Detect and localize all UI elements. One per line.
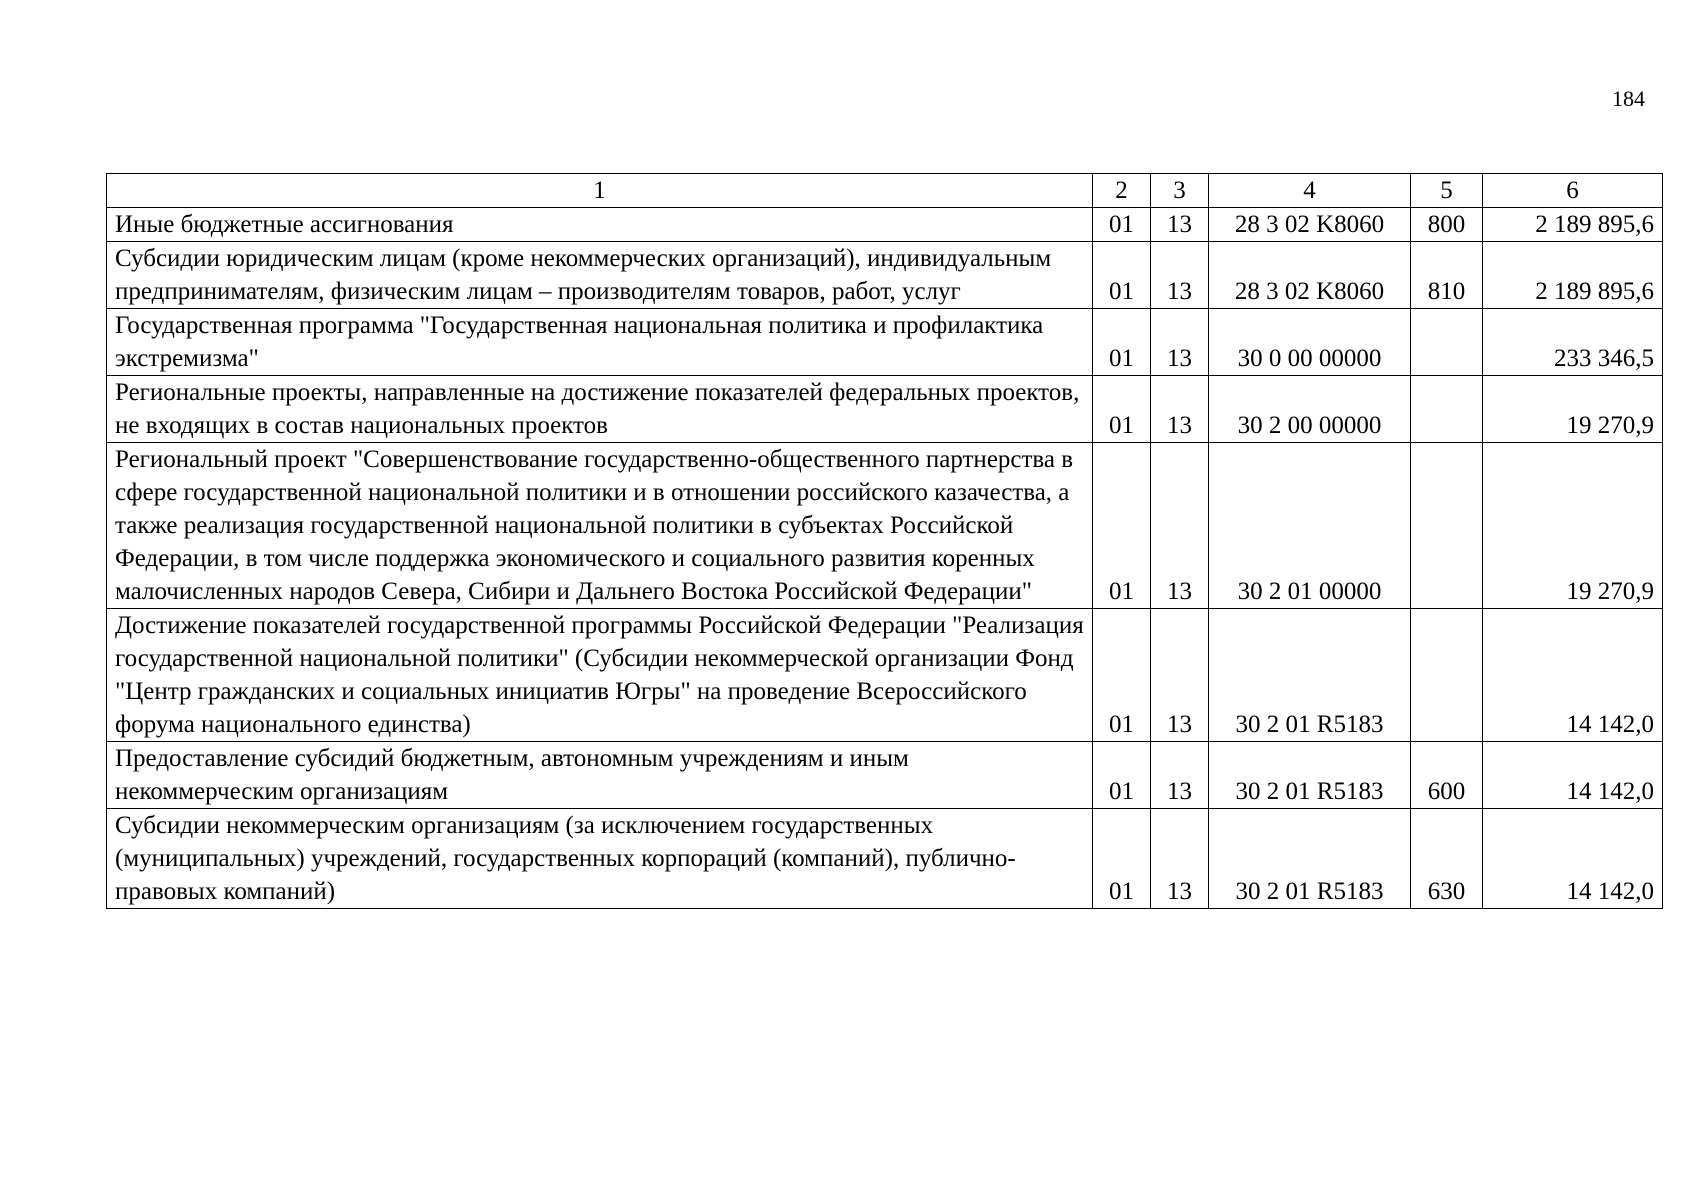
row-amount: 14 142,0 <box>1483 609 1663 742</box>
row-target-article-code: 28 3 02 K8060 <box>1209 242 1411 309</box>
row-subsection-code: 13 <box>1151 376 1209 443</box>
table-row <box>107 376 1663 443</box>
row-name: Субсидии юридическим лицам (кроме некоммерческих организаций), индивидуальным предпринимателям, физическим лицам – производителям товаров, работ, услуг <box>107 242 1093 309</box>
table-row <box>107 742 1663 809</box>
budget-table <box>106 173 1663 909</box>
row-subsection-code: 13 <box>1151 809 1209 909</box>
row-subsection-code: 13 <box>1151 208 1209 242</box>
row-target-article-code: 30 2 01 R5183 <box>1209 742 1411 809</box>
row-section-code: 01 <box>1093 309 1151 376</box>
row-target-article-code: 30 2 00 00000 <box>1209 376 1411 443</box>
row-amount: 2 189 895,6 <box>1483 242 1663 309</box>
row-expense-type-code: 600 <box>1411 742 1483 809</box>
page-number: 184 <box>1612 86 1645 111</box>
row-target-article-code: 30 2 01 00000 <box>1209 443 1411 609</box>
row-expense-type-code: 810 <box>1411 242 1483 309</box>
row-name: Региональные проекты, направленные на достижение показателей федеральных проектов, не входящих в состав национальных проектов <box>107 376 1093 443</box>
column-header: 4 <box>1209 174 1411 208</box>
row-section-code: 01 <box>1093 208 1151 242</box>
row-target-article-code: 30 0 00 00000 <box>1209 309 1411 376</box>
row-amount: 19 270,9 <box>1483 443 1663 609</box>
row-expense-type-code <box>1411 609 1483 742</box>
row-subsection-code: 13 <box>1151 242 1209 309</box>
row-expense-type-code <box>1411 309 1483 376</box>
row-expense-type-code <box>1411 376 1483 443</box>
column-header: 3 <box>1151 174 1209 208</box>
row-subsection-code: 13 <box>1151 309 1209 376</box>
column-header: 2 <box>1093 174 1151 208</box>
row-subsection-code: 13 <box>1151 443 1209 609</box>
row-expense-type-code: 800 <box>1411 208 1483 242</box>
row-section-code: 01 <box>1093 376 1151 443</box>
row-section-code: 01 <box>1093 742 1151 809</box>
row-subsection-code: 13 <box>1151 609 1209 742</box>
column-header: 1 <box>107 174 1093 208</box>
row-name: Иные бюджетные ассигнования <box>107 208 1093 242</box>
row-name: Предоставление субсидий бюджетным, автономным учреждениям и иным некоммерческим организациям <box>107 742 1093 809</box>
table-row <box>107 208 1663 242</box>
column-header: 5 <box>1411 174 1483 208</box>
row-expense-type-code <box>1411 443 1483 609</box>
row-amount: 233 346,5 <box>1483 309 1663 376</box>
row-target-article-code: 30 2 01 R5183 <box>1209 809 1411 909</box>
row-expense-type-code: 630 <box>1411 809 1483 909</box>
row-name: Государственная программа "Государственная национальная политика и профилактика экстремизма" <box>107 309 1093 376</box>
row-amount: 14 142,0 <box>1483 742 1663 809</box>
row-subsection-code: 13 <box>1151 742 1209 809</box>
row-section-code: 01 <box>1093 809 1151 909</box>
row-amount: 2 189 895,6 <box>1483 208 1663 242</box>
row-name: Региональный проект "Совершенствование государственно-общественного партнерства в сфере государственной национальной политики и в отношении российского казачества, а также реализация государственной национальной политики в субъектах Российской Федерации, в том числе поддержка экономического и социального развития коренных малочисленных народов Севера, Сибири и Дальнего Востока Российской Федерации" <box>107 443 1093 609</box>
table-header-row <box>107 174 1663 208</box>
table-row <box>107 809 1663 909</box>
row-amount: 14 142,0 <box>1483 809 1663 909</box>
row-target-article-code: 28 3 02 K8060 <box>1209 208 1411 242</box>
table-row <box>107 309 1663 376</box>
row-section-code: 01 <box>1093 609 1151 742</box>
column-header: 6 <box>1483 174 1663 208</box>
table-row <box>107 609 1663 742</box>
row-section-code: 01 <box>1093 242 1151 309</box>
row-name: Достижение показателей государственной программы Российской Федерации "Реализация государственной национальной политики" (Субсидии некоммерческой организации Фонд "Центр гражданских и социальных инициатив Югры" на проведение Всероссийского форума национального единства) <box>107 609 1093 742</box>
table-row <box>107 443 1663 609</box>
row-amount: 19 270,9 <box>1483 376 1663 443</box>
table-row <box>107 242 1663 309</box>
row-section-code: 01 <box>1093 443 1151 609</box>
row-target-article-code: 30 2 01 R5183 <box>1209 609 1411 742</box>
row-name: Субсидии некоммерческим организациям (за исключением государственных (муниципальных) учреждений, государственных корпораций (компаний), публично-правовых компаний) <box>107 809 1093 909</box>
